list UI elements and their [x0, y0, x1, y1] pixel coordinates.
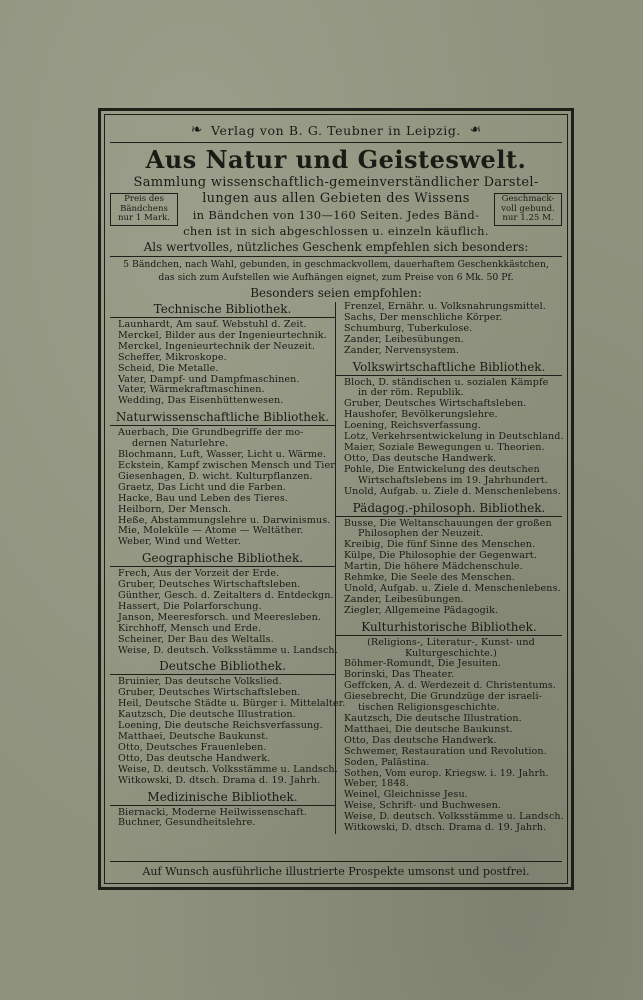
list-item: Kautzsch, Die deutsche Illustration.: [344, 713, 522, 724]
list-item: Otto, Das deutsche Handwerk.: [118, 752, 271, 764]
list-item: Wirtschaftslebens im 19. Jahrhundert.: [358, 474, 548, 486]
list-item: Buchner, Gesundheitslehre.: [118, 817, 256, 829]
list-item: Weise, Schrift- und Buchwesen.: [344, 800, 502, 812]
offer-line-2: das sich zum Aufstellen wie Aufhängen eignet, zum Preise von 6 Mk. 50 Pf.: [158, 272, 514, 283]
list-item: Lotz, Verkehrsentwickelung in Deutschland.: [344, 431, 564, 443]
left-column: [110, 302, 346, 834]
list-item: Eckstein, Kampf zwischen Mensch und Tier.: [118, 459, 338, 471]
footer-note: Auf Wunsch ausführliche illustrierte Prospekte umsonst und postfrei.: [110, 861, 562, 882]
list-item: Heße, Abstammungslehre u. Darwinismus.: [118, 514, 331, 526]
list-item: Biernacki, Moderne Heilwissenschaft.: [118, 806, 307, 818]
list-item: Graetz, Das Licht und die Farben.: [118, 481, 287, 493]
series-title: Aus Natur und Geisteswelt.: [145, 145, 527, 174]
list-item: Wedding, Das Eisenhüttenwesen.: [118, 395, 284, 407]
list-item: Hacke, Bau und Leben des Tieres.: [118, 492, 289, 504]
section-title-naturwiss: Naturwissenschaftliche Bibliothek.: [110, 410, 335, 426]
list-item: Zander, Leibesübungen.: [344, 333, 464, 345]
offer-line-1: 5 Bändchen, nach Wahl, gebunden, in geschmackvollem, dauerhaftem Geschenkkästchen,: [123, 259, 549, 270]
list-item: Bruinier, Das deutsche Volkslied.: [118, 676, 282, 688]
recommend-heading: Besonders seien empfohlen:: [250, 286, 422, 300]
list-item: Hassert, Die Polarforschung.: [118, 600, 262, 612]
list-item: Külpe, Die Philosophie der Gegenwart.: [344, 550, 537, 562]
subtitle-block: [110, 191, 562, 239]
list-item: Launhardt, Am sauf. Webstuhl d. Zeit.: [118, 319, 307, 330]
list-item: Scheiner, Der Bau des Weltalls.: [118, 633, 274, 645]
list-item: Otto, Das deutsche Handwerk.: [344, 734, 497, 746]
list-item: Bloch, D. ständischen u. sozialen Kämpfe: [344, 376, 549, 388]
list-item: Zander, Leibesübungen.: [344, 593, 464, 605]
subtitle-line-1: Sammlung wissenschaftlich-gemeinverständlicher Darstel-: [133, 175, 539, 190]
list-item: Matthaei, Die deutsche Baukunst.: [344, 723, 513, 735]
list-item: Philosophen der Neuzeit.: [358, 528, 484, 540]
list-item: Sothen, Vom europ. Kriegsw. i. 19. Jahrh.: [344, 767, 549, 779]
list-item: Weise, D. deutsch. Volksstämme u. Landsch.: [344, 811, 564, 823]
subtitle-line-4: chen ist in sich abgeschlossen u. einzeln käuflich.: [183, 224, 489, 238]
price-box-right: [494, 191, 562, 226]
list-item: Günther, Gesch. d. Zeitalters d. Entdeckgn.: [118, 590, 334, 602]
list-item: Weise, D. deutsch. Volksstämme u. Landsch.: [118, 763, 338, 775]
catalog-panel: [110, 118, 562, 882]
list-item: Kirchhoff, Mensch und Erde.: [118, 622, 262, 634]
subtitle-line-3: in Bändchen von 130—160 Seiten. Jedes Bänd-: [192, 208, 480, 222]
section-title-technik: Technische Bibliothek.: [110, 302, 335, 318]
section-title-medizin: Medizinische Bibliothek.: [110, 790, 335, 806]
list-item: Giesebrecht, Die Grundzüge der israeli-: [344, 691, 542, 703]
list-item: tischen Religionsgeschichte.: [358, 702, 500, 714]
list-item: Loening, Reichsverfassung.: [344, 420, 481, 432]
list-item: Merckel, Ingenieurtechnik der Neuzeit.: [118, 340, 316, 352]
publisher-name: Verlag von B. G. Teubner in Leipzig.: [211, 122, 461, 138]
list-item: Heil, Deutsche Städte u. Bürger i. Mittelalter.: [118, 698, 346, 710]
list-item: Schumburg, Tuberkulose.: [344, 322, 473, 334]
gift-recommendation: Als wertvolles, nützliches Geschenk empfehlen sich besonders:: [110, 240, 562, 257]
list-item: Vater, Wärmekraftmaschinen.: [118, 384, 265, 396]
list-item: Pohle, Die Entwickelung des deutschen: [344, 463, 540, 475]
list-item: Otto, Das deutsche Handwerk.: [344, 452, 497, 464]
list-item: Maier, Soziale Bewegungen u. Theorien.: [344, 441, 545, 453]
list-item: Geffcken, A. d. Werdezeit d. Christentums.: [344, 680, 557, 692]
list-item: Heilborn, Der Mensch.: [118, 503, 232, 515]
list-item: Martin, Die höhere Mädchenschule.: [344, 561, 523, 573]
list-item: Weise, D. deutsch. Volksstämme u. Landsch.: [118, 644, 338, 656]
list-item: Scheffer, Mikroskope.: [118, 351, 227, 363]
list-item: Weinel, Gleichnisse Jesu.: [344, 789, 468, 801]
ornament-right-icon: ❧: [469, 121, 482, 138]
list-item: Loening, Die deutsche Reichsverfassung.: [118, 720, 323, 732]
ornament-left-icon: ❧: [190, 121, 203, 138]
price-box-left: [110, 191, 178, 226]
list-item: Gruber, Deutsches Wirtschaftsleben.: [118, 687, 301, 699]
price-left-line: Preis des: [124, 194, 164, 204]
list-item: Weber, 1848.: [344, 778, 409, 790]
right-column: [336, 302, 562, 834]
list-item: Vater, Dampf- und Dampfmaschinen.: [118, 373, 300, 385]
list-item: Sachs, Der menschliche Körper.: [344, 311, 503, 323]
section-title-volkswirtschaft: Volkswirtschaftliche Bibliothek.: [336, 360, 562, 376]
subtitle-middle: [178, 191, 494, 239]
list-item: (Religions-, Literatur-, Kunst- und: [367, 636, 535, 648]
list-item: Gruber, Deutsches Wirtschaftsleben.: [344, 398, 527, 410]
list-item: Schwemer, Restauration und Revolution.: [344, 745, 547, 757]
list-item: Matthaei, Deutsche Baukunst.: [118, 731, 269, 742]
list-item: Frech, Aus der Vorzeit der Erde.: [118, 568, 280, 580]
section-title-paedagogik: Pädagog.-philosoph. Bibliothek.: [336, 501, 562, 517]
list-item: Witkowski, D. dtsch. Drama d. 19. Jahrh.: [344, 822, 547, 834]
list-item: Weber, Wind und Wetter.: [118, 536, 241, 548]
list-item: Zander, Nervensystem.: [344, 344, 459, 356]
list-item: Janson, Meeresforsch. und Meeresleben.: [118, 611, 322, 623]
list-item: Scheid, Die Metalle.: [118, 362, 219, 374]
list-item: Haushofer, Bevölkerungslehre.: [344, 409, 498, 421]
catalog-columns: [110, 302, 562, 834]
list-item: Böhmer-Romundt, Die Jesuiten.: [344, 658, 501, 670]
price-right-line: nur 1.25 M.: [502, 213, 554, 223]
list-item: Busse, Die Weltanschauungen der großen: [344, 517, 552, 529]
list-item: dernen Naturlehre.: [132, 438, 229, 450]
list-item: Kreibig, Die fünf Sinne des Menschen.: [344, 539, 536, 551]
list-item: Merckel, Bilder aus der Ingenieurtechnik.: [118, 329, 327, 341]
list-item: Witkowski, D. dtsch. Drama d. 19. Jahrh.: [118, 774, 321, 786]
price-left-line: nur 1 Mark.: [117, 213, 171, 223]
list-item: in der röm. Republik.: [358, 387, 464, 399]
price-right-line: Geschmack-: [501, 194, 555, 204]
list-item: Auerbach, Die Grundbegriffe der mo-: [118, 427, 304, 439]
list-item: Borinski, Das Theater.: [344, 669, 455, 681]
section-title-kulturhistorie: Kulturhistorische Bibliothek.: [336, 620, 562, 636]
list-item: Kautzsch, Die deutsche Illustration.: [118, 709, 296, 721]
list-item: Gruber, Deutsches Wirtschaftsleben.: [118, 579, 301, 591]
list-item: Soden, Palästina.: [344, 756, 430, 768]
list-item: Otto, Deutsches Frauenleben.: [118, 741, 267, 753]
list-item: Frenzel, Ernähr. u. Volksnahrungsmittel.: [344, 301, 546, 312]
subtitle-line-2: lungen aus allen Gebieten des Wissens: [202, 191, 470, 206]
list-item: Giesenhagen, D. wicht. Kulturpflanzen.: [118, 470, 313, 482]
list-item: Mie, Moleküle — Atome — Weltäther.: [118, 525, 304, 537]
price-right-line: voll gebund.: [501, 203, 555, 214]
price-left-line: Bändchens: [120, 203, 168, 214]
list-item: Rehmke, Die Seele des Menschen.: [344, 572, 515, 584]
list-item: Ziegler, Allgemeine Pädagogik.: [344, 604, 499, 616]
list-item: Unold, Aufgab. u. Ziele d. Menschenlebens.: [344, 582, 561, 594]
list-item: Unold, Aufgab. u. Ziele d. Menschenlebens.: [344, 485, 561, 497]
list-item: Kulturgeschichte.): [405, 647, 497, 659]
list-item: Blochmann, Luft, Wasser, Licht u. Wärme.: [118, 449, 327, 461]
section-title-deutsche: Deutsche Bibliothek.: [110, 659, 335, 675]
section-title-geographie: Geographische Bibliothek.: [110, 551, 335, 567]
publisher-header: [110, 118, 562, 143]
